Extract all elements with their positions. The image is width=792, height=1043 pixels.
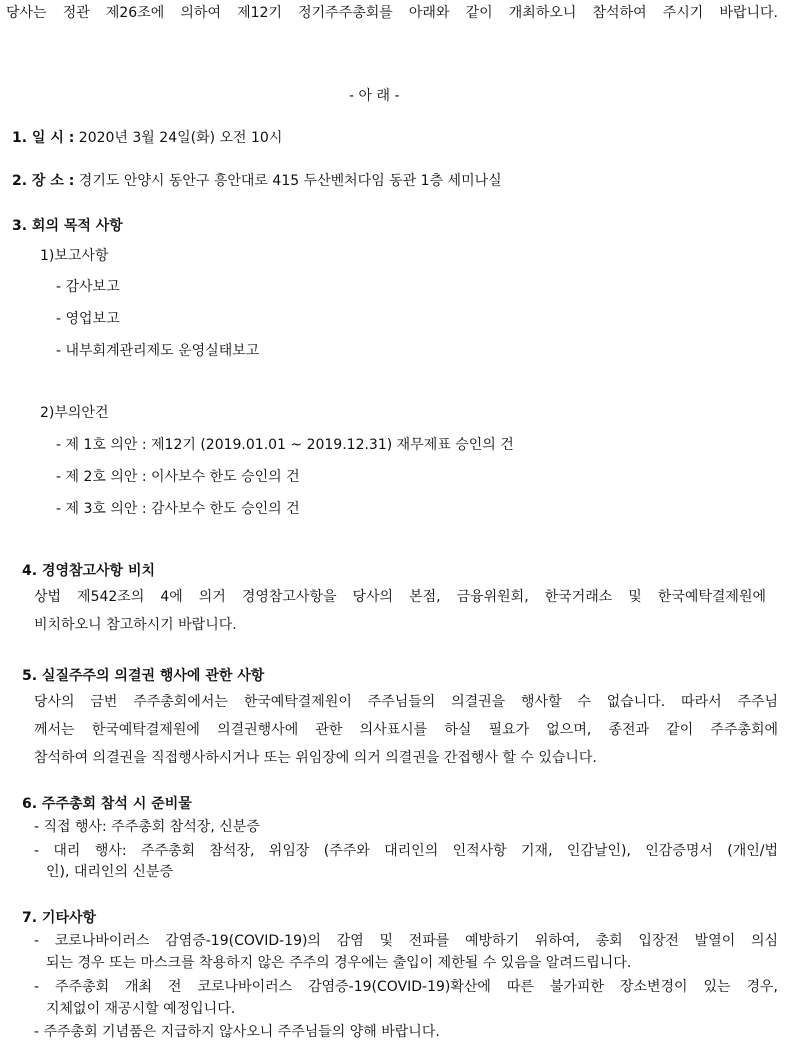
voting-line: 께서는 한국예탁결제원에 의결권행사에 관한 의사표시를 하실 필요가 없으며, 종전과 같이 주주총회에 xyxy=(34,722,778,738)
agenda-item: - 제 2호 의안 : 이사보수 한도 승인의 건 xyxy=(56,469,300,485)
venue-item xyxy=(12,171,502,191)
intro-text: 당사는 정관 제26조에 의하여 제12기 정기주주총회를 아래와 같이 개최하오니 참석하여 주시기 바랍니다. xyxy=(6,5,778,21)
voting-line: 당사의 금번 주주총회에서는 한국예탁결제원이 주주님들의 의결권을 행사할 수 없습니다. 따라서 주주님 xyxy=(34,694,778,710)
date-label: 1. 일 시 : xyxy=(12,130,75,146)
report-title: 1)보고사항 xyxy=(40,248,109,264)
misc-line: 되는 경우 또는 마스크를 착용하지 않은 주주의 경우에는 출입이 제한될 수 있음을 알려드립니다. xyxy=(46,955,632,971)
preparation-line: 인), 대리인의 신분증 xyxy=(46,864,174,880)
voting-section-title: 5. 실질주주의 의결권 행사에 관한 사항 xyxy=(22,668,265,684)
misc-section-title: 7. 기타사항 xyxy=(22,910,97,926)
preparation-line: - 직접 행사: 주주총회 참석장, 신분증 xyxy=(34,819,260,835)
preparation-section-title: 6. 주주총회 참석 시 준비물 xyxy=(22,796,192,812)
agenda-item: - 제 1호 의안 : 제12기 (2019.01.01 ~ 2019.12.31) 재무제표 승인의 건 xyxy=(56,437,514,453)
reference-line: 상법 제542조의 4에 의거 경영참고사항을 당사의 본점, 금융위원회, 한국거래소 및 한국예탁결제원에 xyxy=(34,589,766,605)
venue-label: 2. 장 소 : xyxy=(12,173,75,189)
venue-value: 경기도 안양시 동안구 흥안대로 415 두산벤처다임 동관 1층 세미나실 xyxy=(78,173,502,189)
reference-section-title: 4. 경영참고사항 비치 xyxy=(22,563,155,579)
misc-line: - 주주총회 기념품은 지급하지 않사오니 주주님들의 양해 바랍니다. xyxy=(34,1024,440,1040)
preparation-line: - 대리 행사: 주주총회 참석장, 위임장 (주주와 대리인의 인적사항 기재, 인감날인), 인감증명서 (개인/법 xyxy=(34,843,778,859)
misc-line: 지체없이 재공시할 예정입니다. xyxy=(46,1001,236,1017)
report-item: - 영업보고 xyxy=(56,311,120,327)
date-value: 2020년 3월 24일(화) 오전 10시 xyxy=(78,130,283,146)
report-item: - 감사보고 xyxy=(56,279,120,295)
misc-line: - 코로나바이러스 감염증-19(COVID-19)의 감염 및 전파를 예방하기 위하여, 총회 입장전 발열이 의심 xyxy=(34,933,778,949)
section-heading: - 아 래 - xyxy=(349,88,400,104)
voting-line: 참석하여 의결권을 직접행사하시거나 또는 위임장에 의거 의결권을 간접행사 할 수 있습니다. xyxy=(34,750,597,766)
agenda-title: 2)부의안건 xyxy=(40,405,109,421)
misc-line: - 주주총회 개최 전 코로나바이러스 감염증-19(COVID-19)확산에 따른 불가피한 장소변경이 있는 경우, xyxy=(34,979,778,995)
report-item: - 내부회계관리제도 운영실태보고 xyxy=(56,343,260,359)
agenda-section-title: 3. 회의 목적 사항 xyxy=(12,218,123,234)
date-item xyxy=(12,128,282,148)
agenda-item: - 제 3호 의안 : 감사보수 한도 승인의 건 xyxy=(56,501,300,517)
reference-line: 비치하오니 참고하시기 바랍니다. xyxy=(34,617,237,633)
